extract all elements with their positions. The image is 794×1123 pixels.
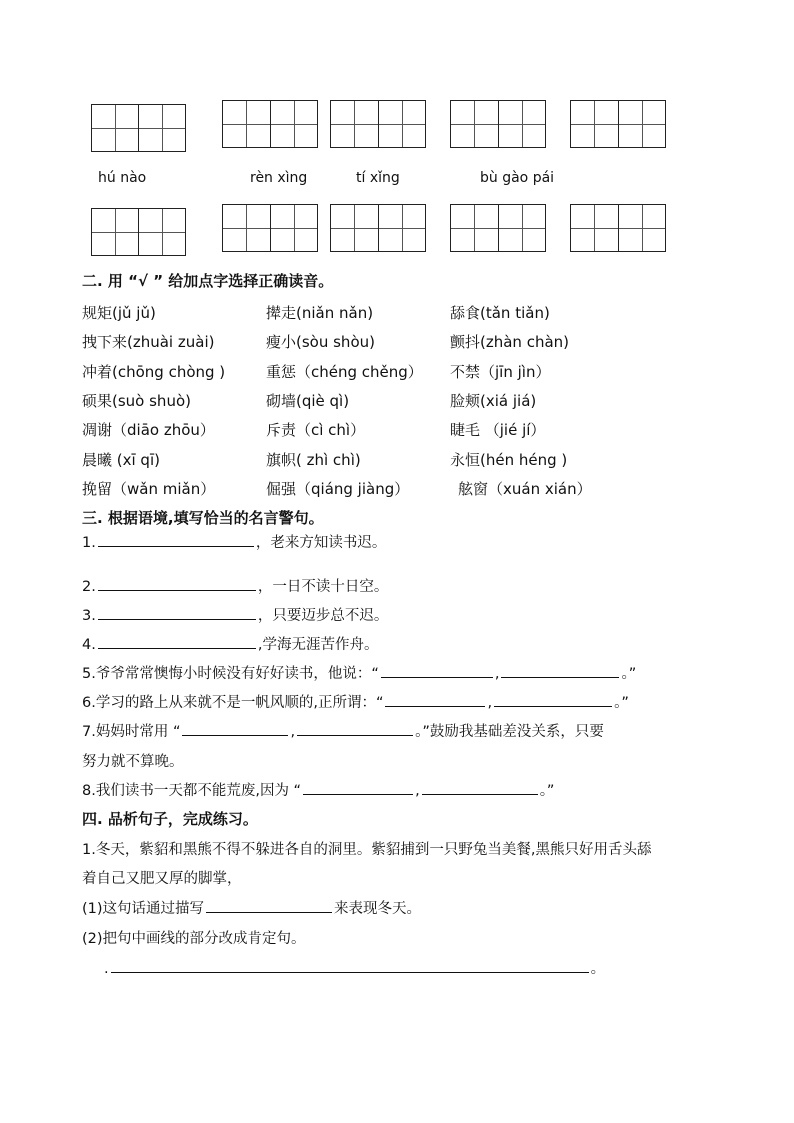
section-heading: 二. 用 “√ ” 给加点字选择正确读音。 — [82, 272, 334, 290]
quote-question-7-cont: 努力就不算晚。 — [82, 754, 184, 770]
answer-blank[interactable] — [182, 721, 288, 736]
reading-choice: 倔强（qiáng jiàng） — [266, 480, 410, 498]
answer-blank[interactable] — [98, 605, 256, 620]
passage-line: 1.冬天，紫貂和黑熊不得不躲进各自的洞里。紫貂捕到一只野兔当美餐,黑熊只好用舌头舔 — [82, 842, 652, 858]
reading-choice: 舷窗（xuán xián） — [458, 480, 592, 498]
reading-choice: 永恒(hén héng ) — [450, 451, 568, 469]
answer-blank[interactable] — [98, 576, 256, 591]
writing-grid[interactable] — [570, 204, 666, 252]
reading-choice: 砌墙(qiè qì) — [266, 392, 350, 410]
pinyin-label: rèn xìng — [250, 170, 308, 186]
writing-grid[interactable] — [450, 100, 546, 148]
pinyin-label: tí xǐng — [356, 170, 400, 186]
quote-question-6: 6.学习的路上从来就不是一帆风顺的,正所谓：“ , 。” — [82, 691, 629, 712]
reading-choice: 斥责（cì chì） — [266, 421, 366, 439]
reading-choice: 颤抖(zhàn chàn) — [450, 333, 570, 351]
answer-blank[interactable] — [111, 958, 589, 973]
reading-choice: 规矩(jǔ jǔ) — [82, 304, 156, 322]
reading-choice: 凋谢（diāo zhōu） — [82, 421, 215, 439]
answer-blank[interactable] — [206, 898, 332, 913]
writing-grid[interactable] — [222, 204, 318, 252]
reading-choice: 冲着(chōng chòng ) — [82, 363, 226, 381]
passage-line: 着自己又肥又厚的脚掌， — [82, 871, 242, 887]
answer-blank[interactable] — [385, 692, 485, 707]
quote-question-2: 2. ，一日不读十日空。 — [82, 575, 388, 596]
section-heading: 三. 根据语境,填写恰当的名言警句。 — [82, 509, 324, 527]
quote-question-8: 8.我们读书一天都不能荒废,因为 “ , 。” — [82, 779, 554, 800]
answer-blank[interactable] — [501, 663, 619, 678]
section-heading: 四. 品析句子，完成练习。 — [82, 810, 258, 828]
answer-blank[interactable] — [297, 721, 413, 736]
analysis-question-1: (1)这句话通过描写 来表现冬天。 — [82, 897, 421, 918]
reading-choice: 拽下来(zhuài zuài) — [82, 333, 215, 351]
writing-grid[interactable] — [330, 100, 426, 148]
pinyin-label: hú nào — [98, 170, 147, 186]
reading-choice: 舔食(tǎn tiǎn) — [450, 304, 550, 322]
analysis-question-2: (2)把句中画线的部分改成肯定句。 — [82, 931, 306, 947]
answer-blank[interactable] — [494, 692, 612, 707]
writing-grid[interactable] — [91, 208, 186, 256]
writing-grid[interactable] — [330, 204, 426, 252]
reading-choice: 脸颊(xiá jiá) — [450, 392, 537, 410]
reading-choice: 不禁（jīn jìn） — [450, 363, 551, 381]
reading-choice: 瘦小(sòu shòu) — [266, 333, 375, 351]
quote-question-3: 3. ，只要迈步总不迟。 — [82, 604, 388, 625]
reading-choice: 挽留（wǎn miǎn） — [82, 480, 216, 498]
reading-choice: 晨曦 (xī qī) — [82, 451, 160, 469]
reading-choice: 撵走(niǎn nǎn) — [266, 304, 374, 322]
writing-grid[interactable] — [450, 204, 546, 252]
answer-line: . 。 — [104, 957, 605, 978]
writing-grid[interactable] — [570, 100, 666, 148]
quote-question-5: 5.爷爷常常懊悔小时候没有好好读书，他说：“ , 。” — [82, 662, 636, 683]
answer-blank[interactable] — [98, 532, 254, 547]
answer-blank[interactable] — [98, 634, 256, 649]
answer-blank[interactable] — [303, 780, 413, 795]
writing-grid[interactable] — [91, 104, 186, 152]
quote-question-7: 7.妈妈时常用 “ , 。”鼓励我基础差没关系，只要 — [82, 720, 604, 741]
reading-choice: 旗帜( zhì chì) — [266, 451, 361, 469]
writing-grid[interactable] — [222, 100, 318, 148]
reading-choice: 睫毛 （jié jí） — [450, 421, 546, 439]
quote-question-4: 4. ,学海无涯苦作舟。 — [82, 633, 378, 654]
reading-choice: 重惩（chéng chěng） — [266, 363, 423, 381]
pinyin-label: bù gào pái — [480, 170, 555, 186]
reading-choice: 硕果(suò shuò) — [82, 392, 191, 410]
answer-blank[interactable] — [381, 663, 493, 678]
answer-blank[interactable] — [422, 780, 538, 795]
quote-question-1: 1. ，老来方知读书迟。 — [82, 531, 386, 552]
